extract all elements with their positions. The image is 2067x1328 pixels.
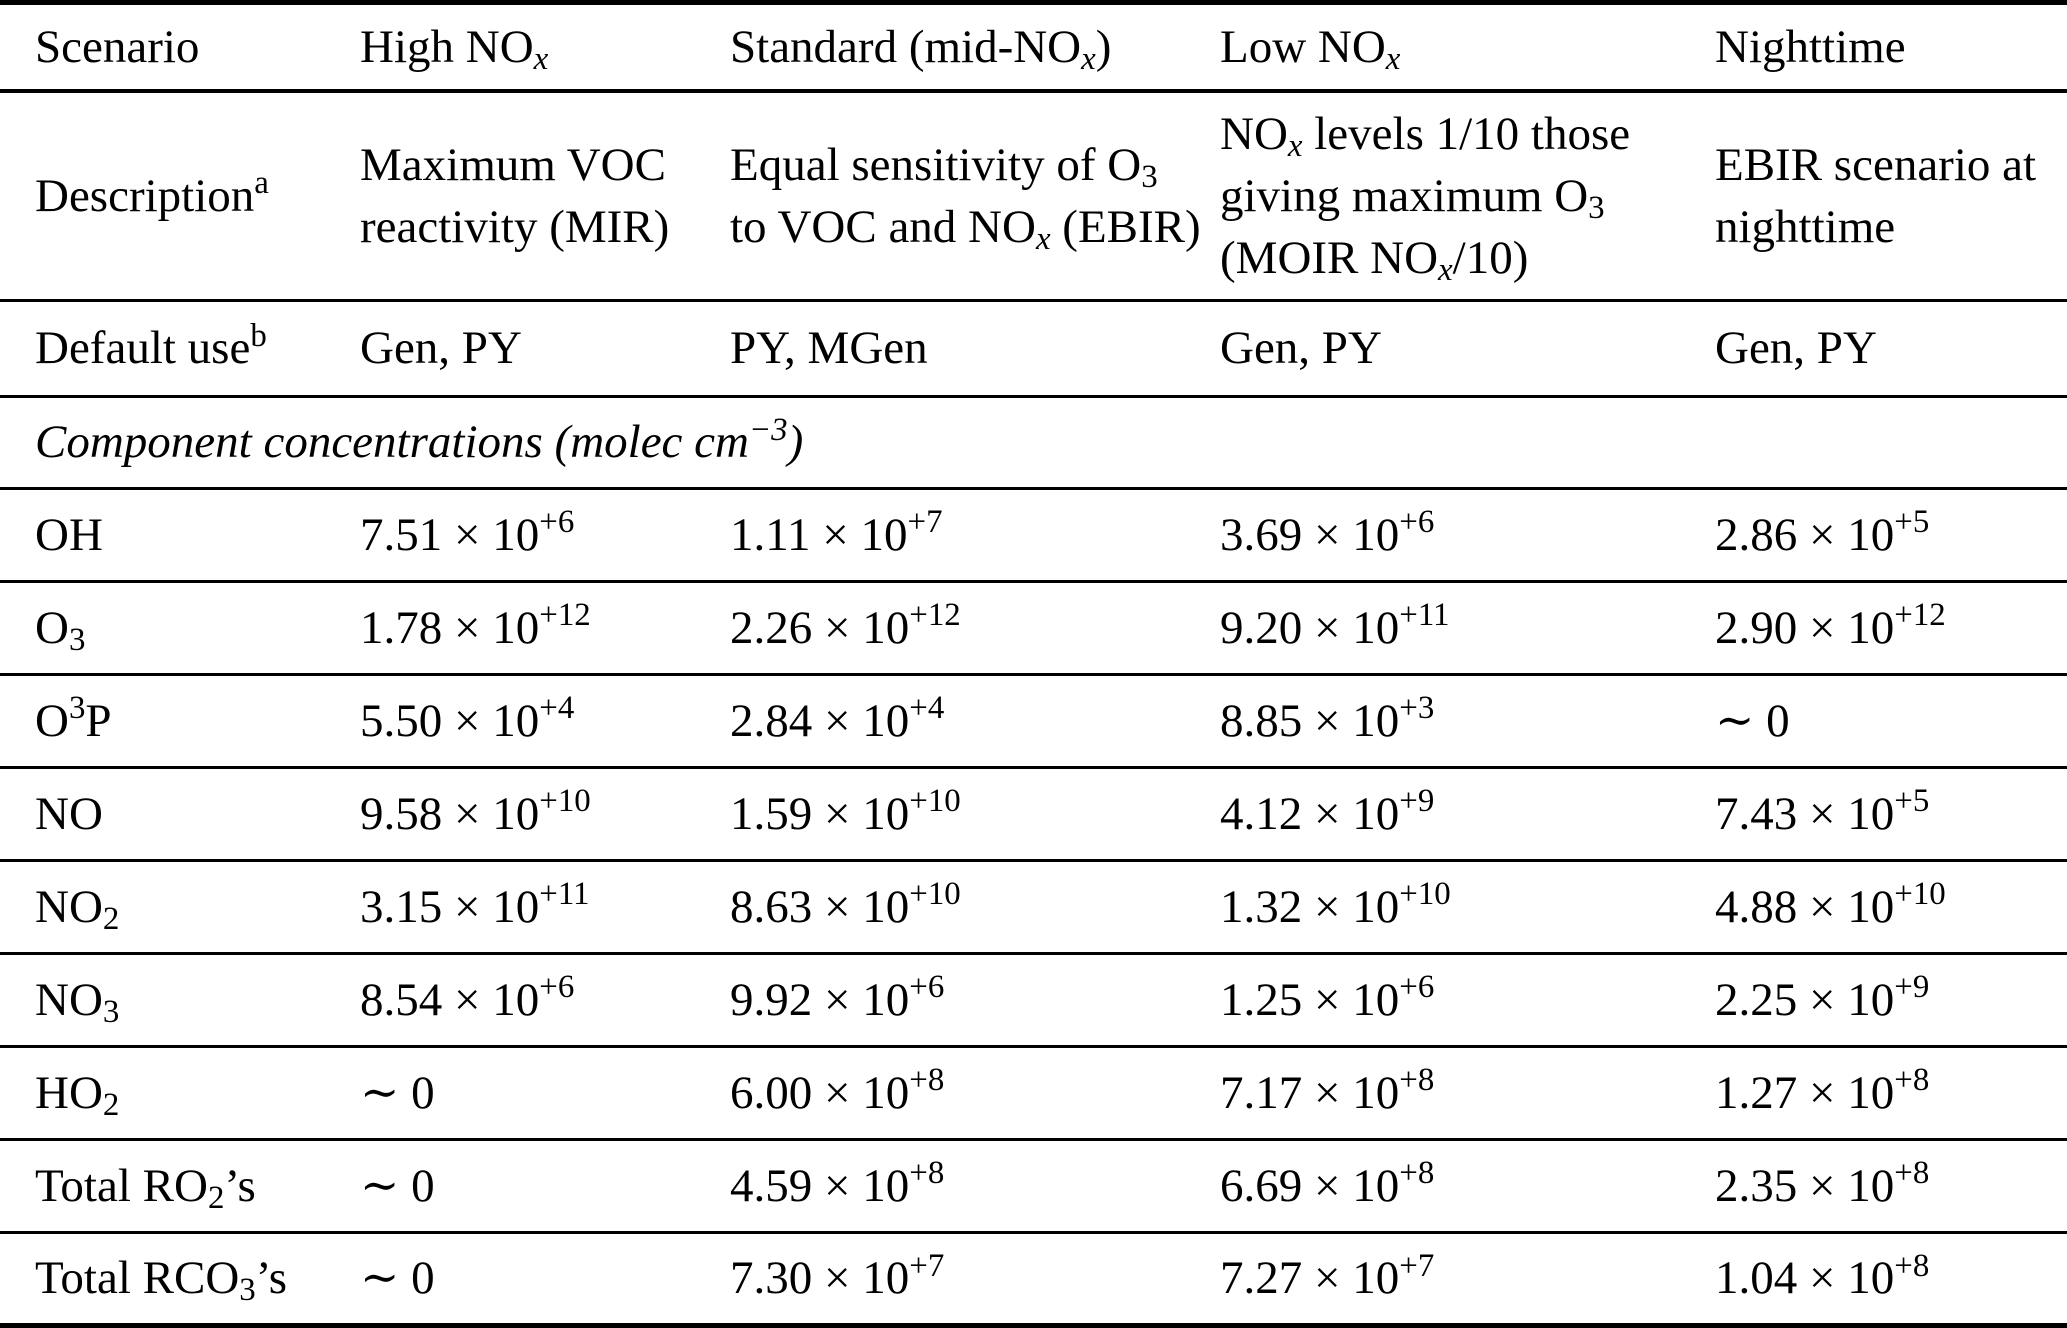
value-cell: $6.00 \times 10^{+8}$ (730, 1062, 945, 1119)
species-label: $NO_2$ (35, 880, 120, 937)
value-cell: $4.12 \times 10^{+9}$ (1220, 783, 1435, 840)
table-header-row (0, 3, 2067, 91)
value-cell: $9.20 \times 10^{+11}$ (1220, 597, 1450, 654)
table-row-no (0, 767, 2067, 860)
value-cell: $3.69 \times 10^{+6}$ (1220, 504, 1435, 561)
value-cell: $2.26 \times 10^{+12}$ (730, 597, 961, 654)
default-use-row (0, 300, 2067, 396)
table-row-no3 (0, 953, 2067, 1046)
value-cell: $2.86 \times 10^{+5}$ (1715, 504, 1930, 561)
table-row-ho2 (0, 1046, 2067, 1139)
value-cell: $7.43 \times 10^{+5}$ (1715, 783, 1930, 840)
table-row-oh (0, 488, 2067, 581)
value-cell: $1.04 \times 10^{+8}$ (1715, 1247, 1930, 1305)
value-cell: $7.17 \times 10^{+8}$ (1220, 1062, 1435, 1119)
value-cell: ∼ 0 (360, 1066, 435, 1119)
default-use-low-nox: Gen, PY (1220, 322, 1382, 375)
value-cell: $2.25 \times 10^{+9}$ (1715, 969, 1930, 1026)
value-cell: $9.92 \times 10^{+6}$ (730, 969, 945, 1026)
value-cell: $7.30 \times 10^{+7}$ (730, 1247, 945, 1305)
table-row-o3p (0, 674, 2067, 767)
description-low-nox: $NO_x$ levels 1/10 those giving maximum $O_3$ (MOIR $NO_x/10$) (1220, 107, 1631, 288)
default-use-nighttime: Gen, PY (1715, 322, 1877, 375)
value-cell: $5.50 \times 10^{+4}$ (360, 690, 575, 747)
table-row-no2 (0, 860, 2067, 953)
value-cell: $6.69 \times 10^{+8}$ (1220, 1155, 1435, 1212)
header-scenario: Scenario (35, 20, 200, 73)
description-nighttime: EBIR scenario at nighttime (1715, 138, 2037, 253)
header-high-nox: High $NO_x$ (360, 20, 549, 77)
species-label: $NO_3$ (35, 973, 120, 1030)
value-cell: $2.35 \times 10^{+8}$ (1715, 1155, 1930, 1212)
default-use-label: Default use$^b$ (35, 317, 267, 375)
species-label: $O^3P$ (35, 690, 112, 747)
header-standard-mid-nox: Standard $(mid-NO_x)$ (730, 20, 1112, 77)
value-cell: $7.51 \times 10^{+6}$ (360, 504, 575, 561)
table-row-total-rco3 (0, 1232, 2067, 1325)
value-cell: $8.54 \times 10^{+6}$ (360, 969, 575, 1026)
value-cell: $1.11 \times 10^{+7}$ (730, 504, 943, 561)
value-cell: ∼ 0 (1715, 694, 1790, 747)
default-use-standard: PY, MGen (730, 322, 928, 375)
header-nighttime: Nighttime (1715, 20, 1906, 73)
value-cell: $1.78 \times 10^{+12}$ (360, 597, 591, 654)
value-cell: $1.32 \times 10^{+10}$ (1220, 876, 1451, 933)
species-label: OH (35, 508, 103, 561)
value-cell: $1.59 \times 10^{+10}$ (730, 783, 961, 840)
value-cell: $2.84 \times 10^{+4}$ (730, 690, 945, 747)
value-cell: ∼ 0 (360, 1252, 435, 1305)
description-standard: Equal sensitivity of $O_3$ to VOC and $NO_x$ (EBIR) (730, 138, 1201, 257)
value-cell: $9.58 \times 10^{+10}$ (360, 783, 591, 840)
value-cell: $4.59 \times 10^{+8}$ (730, 1155, 945, 1212)
value-cell: $1.25 \times 10^{+6}$ (1220, 969, 1435, 1026)
value-cell: $8.63 \times 10^{+10}$ (730, 876, 961, 933)
header-low-nox: Low $NO_x$ (1220, 20, 1401, 77)
table-row-total-ro2 (0, 1139, 2067, 1232)
section-heading-label: Component concentrations (molec $cm^{-3}$) (35, 411, 804, 469)
value-cell: $2.90 \times 10^{+12}$ (1715, 597, 1946, 654)
species-label: $O_3$ (35, 601, 86, 658)
description-row (0, 91, 2067, 301)
table-row-o3 (0, 581, 2067, 674)
value-cell: $4.88 \times 10^{+10}$ (1715, 876, 1946, 933)
value-cell: $7.27 \times 10^{+7}$ (1220, 1247, 1435, 1305)
value-cell: $8.85 \times 10^{+3}$ (1220, 690, 1435, 747)
species-label: $HO_2$ (35, 1066, 120, 1123)
default-use-high-nox: Gen, PY (360, 322, 522, 375)
description-high-nox: Maximum VOC reactivity (MIR) (360, 138, 670, 253)
description-label: Description$^a$ (35, 165, 269, 222)
section-heading-row (0, 396, 2067, 488)
value-cell: ∼ 0 (360, 1159, 435, 1212)
value-cell: $1.27 \times 10^{+8}$ (1715, 1062, 1930, 1119)
species-label: Total $RO_2’s$ (35, 1159, 256, 1216)
species-label: NO (35, 787, 103, 840)
value-cell: $3.15 \times 10^{+11}$ (360, 876, 590, 933)
species-label: Total $RCO_3’s$ (35, 1252, 288, 1309)
